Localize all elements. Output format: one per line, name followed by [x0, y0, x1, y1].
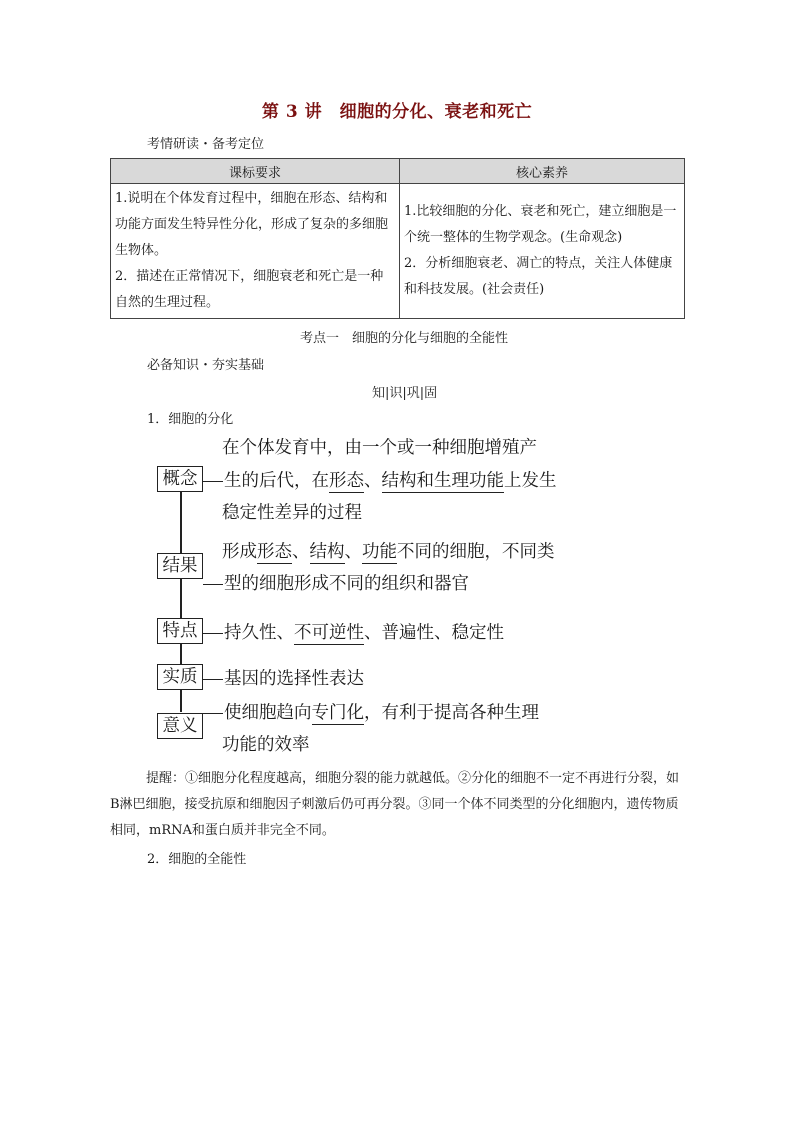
yiyi-line-2: 功能的效率 [222, 735, 310, 755]
text-span: 、 [292, 542, 310, 562]
table-header-cell: 课标要求 [111, 159, 400, 184]
underlined-term: 形态 [257, 542, 292, 562]
gainian-line-1: 在个体发育中，由一个或一种细胞增殖产 [222, 438, 537, 458]
table-header-cell: 核心素养 [400, 159, 685, 184]
shizhi-line [203, 665, 364, 690]
underlined-term: 功能 [362, 542, 397, 562]
box-tedian: 特点 [157, 618, 203, 644]
page-title: 第 3 讲 细胞的分化、衰老和死亡 [261, 102, 533, 122]
table-cell [400, 184, 685, 319]
box-gainian: 概念 [157, 466, 203, 492]
text-span: 形成 [222, 542, 257, 562]
text-span: 使细胞趋向 [224, 703, 312, 723]
underlined-term: 结构 [309, 542, 345, 562]
text-span: 不同的细胞，不同类 [397, 542, 555, 562]
text-span: 持久性、 [224, 623, 294, 643]
jieguo-line-1 [222, 538, 555, 563]
tedian-line [203, 619, 504, 644]
bibei-heading: 必备知识・夯实基础 [147, 358, 265, 373]
underlined-term: 专门化 [311, 703, 364, 723]
item-1-heading: 1．细胞的分化 [147, 412, 234, 427]
underlined-term: 结构和生理功能 [381, 471, 504, 491]
connector-dash [203, 679, 223, 681]
cell-line: 2．描述在正常情况下，细胞衰老和死亡是一种自然的生理过程。 [115, 269, 384, 310]
jieguo-line-2 [203, 570, 469, 595]
connector-dash [203, 584, 223, 586]
table-cell [111, 184, 400, 319]
gainian-line-3: 稳定性差异的过程 [222, 503, 362, 523]
text-span: 生的后代，在 [224, 471, 329, 491]
cell-line: 1.比较细胞的分化、衰老和死亡，建立细胞是一个统一整体的生物学观念。(生命观念) [404, 204, 677, 245]
zhishi-heading: 知|识|巩|固 [372, 386, 438, 401]
cell-line: 1.说明在个体发育过程中，细胞在形态、结构和功能方面发生特异性分化，形成了复杂的多细胞生物体。 [115, 191, 389, 258]
text-span: 上发生 [504, 471, 557, 491]
section-header: 考情研读・备考定位 [147, 137, 265, 152]
connector-dash [203, 481, 223, 483]
kaodian-heading: 考点一 细胞的分化与细胞的全能性 [300, 331, 509, 346]
connector-dash [203, 713, 223, 715]
text-span: ，有利于提高各种生理 [364, 703, 539, 723]
text-span: 、 [344, 542, 362, 562]
text-span: 、普遍性、稳定性 [364, 623, 504, 643]
underlined-term: 不可逆性 [294, 623, 364, 643]
connector-dash [203, 633, 223, 635]
gainian-line-2 [203, 467, 557, 492]
table-header-row [111, 159, 685, 184]
reminder-note: 提醒：①细胞分化程度越高，细胞分裂的能力就越低。②分化的细胞不一定不再进行分裂，如B淋巴细胞，接受抗原和细胞因子刺激后仍可再分裂。③同一个体不同类型的分化细胞内，遗传物质相同，mRNA和蛋白质并非完全不同。 [110, 771, 680, 838]
requirements-table [110, 158, 685, 319]
table-row [111, 184, 685, 319]
box-yiyi: 意义 [157, 713, 203, 739]
text-span: 、 [364, 471, 382, 491]
yiyi-line-1 [203, 699, 539, 724]
text-span: 基因的选择性表达 [224, 669, 364, 689]
cell-line: 2．分析细胞衰老、凋亡的特点，关注人体健康和科技发展。(社会责任) [404, 256, 673, 297]
item-2-heading: 2．细胞的全能性 [147, 852, 247, 867]
box-shizhi: 实质 [157, 664, 203, 690]
underlined-term: 形态 [329, 471, 364, 491]
text-span: 型的细胞形成不同的组织和器官 [224, 574, 469, 594]
box-jieguo: 结果 [157, 553, 203, 579]
